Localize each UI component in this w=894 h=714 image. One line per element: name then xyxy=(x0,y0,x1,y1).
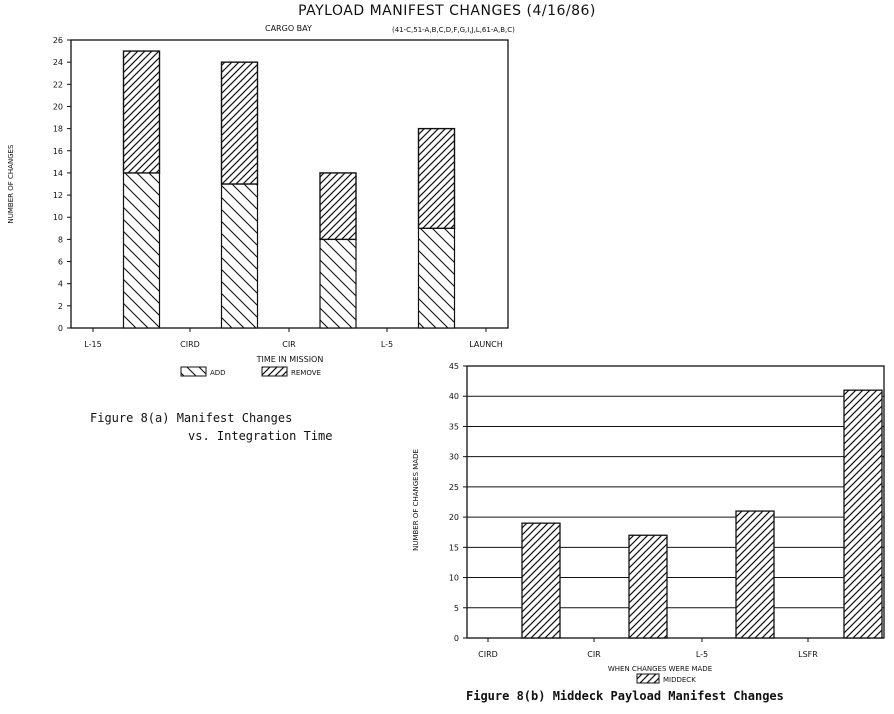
x-tick-label-a: CIR xyxy=(282,340,296,349)
y-tick-label-a: 10 xyxy=(52,213,63,223)
chart-b xyxy=(412,362,884,684)
y-tick-label-b: 15 xyxy=(448,543,459,553)
y-tick-label-a: 20 xyxy=(52,102,63,112)
x-tick-label-b: LSFR xyxy=(798,650,818,659)
legend-swatch-middeck xyxy=(637,674,659,683)
y-tick-label-a: 6 xyxy=(57,257,63,267)
bar-remove xyxy=(222,62,258,184)
bar-remove xyxy=(419,129,455,229)
legend-label-remove: REMOVE xyxy=(291,369,321,377)
legend-swatch-add xyxy=(181,367,206,376)
y-tick-label-a: 12 xyxy=(52,191,63,201)
chart-a xyxy=(7,36,508,377)
y-tick-label-a: 14 xyxy=(52,168,63,178)
legend-label-add: ADD xyxy=(210,369,226,377)
legend-swatch-remove xyxy=(262,367,287,376)
y-tick-label-a: 0 xyxy=(57,324,63,333)
y-tick-label-a: 26 xyxy=(52,36,63,45)
bar-middeck xyxy=(736,511,774,638)
page-title: PAYLOAD MANIFEST CHANGES (4/16/86) xyxy=(298,3,596,19)
bar-middeck xyxy=(629,535,667,638)
y-tick-label-b: 45 xyxy=(448,362,459,371)
y-tick-label-b: 25 xyxy=(448,482,459,492)
bar-add xyxy=(222,184,258,328)
x-tick-label-b: L-5 xyxy=(695,650,709,659)
y-tick-label-b: 20 xyxy=(448,513,459,523)
x-tick-label-a: L-15 xyxy=(84,340,102,349)
bar-add xyxy=(419,228,455,328)
caption-a-line1: Figure 8(a) Manifest Changes xyxy=(90,411,293,425)
bar-add xyxy=(320,239,356,328)
x-tick-label-b: CIRD xyxy=(478,650,498,659)
x-tick-label-a: CIRD xyxy=(180,340,200,349)
bar-middeck xyxy=(522,523,560,638)
y-tick-label-a: 24 xyxy=(52,58,63,68)
bar-add xyxy=(124,173,160,328)
y-axis-label-a: NUMBER OF CHANGES xyxy=(7,144,15,224)
y-tick-label-a: 18 xyxy=(52,124,63,134)
bar-remove xyxy=(124,51,160,173)
y-tick-label-a: 22 xyxy=(52,80,63,90)
caption-b: Figure 8(b) Middeck Payload Manifest Changes xyxy=(466,689,784,703)
caption-a-line2: vs. Integration Time xyxy=(188,429,333,443)
x-tick-label-a: LAUNCH xyxy=(469,340,503,349)
y-tick-label-a: 2 xyxy=(57,301,63,311)
y-tick-label-b: 0 xyxy=(453,634,459,643)
y-tick-label-b: 10 xyxy=(448,573,459,583)
y-axis-label-b: NUMBER OF CHANGES MADE xyxy=(412,449,420,551)
bar-middeck xyxy=(844,390,882,638)
x-axis-label-b: WHEN CHANGES WERE MADE xyxy=(607,665,713,673)
x-axis-label-a: TIME IN MISSION xyxy=(256,355,324,364)
y-tick-label-b: 35 xyxy=(448,422,459,432)
bar-remove xyxy=(320,173,356,239)
y-tick-label-a: 16 xyxy=(52,146,63,156)
x-tick-label-a: L-5 xyxy=(380,340,394,349)
chart-a-subtitle: (41-C,51-A,B,C,D,F,G,I,J,L,61-A,B,C) xyxy=(392,26,515,34)
y-tick-label-b: 5 xyxy=(453,603,459,613)
y-tick-label-a: 4 xyxy=(57,279,63,289)
chart-a-title: CARGO BAY xyxy=(265,24,312,33)
x-tick-label-b: CIR xyxy=(587,650,601,659)
legend-label-middeck: MIDDECK xyxy=(663,676,696,684)
y-tick-label-a: 8 xyxy=(57,235,63,245)
y-tick-label-b: 40 xyxy=(448,392,459,402)
y-tick-label-b: 30 xyxy=(448,452,459,462)
